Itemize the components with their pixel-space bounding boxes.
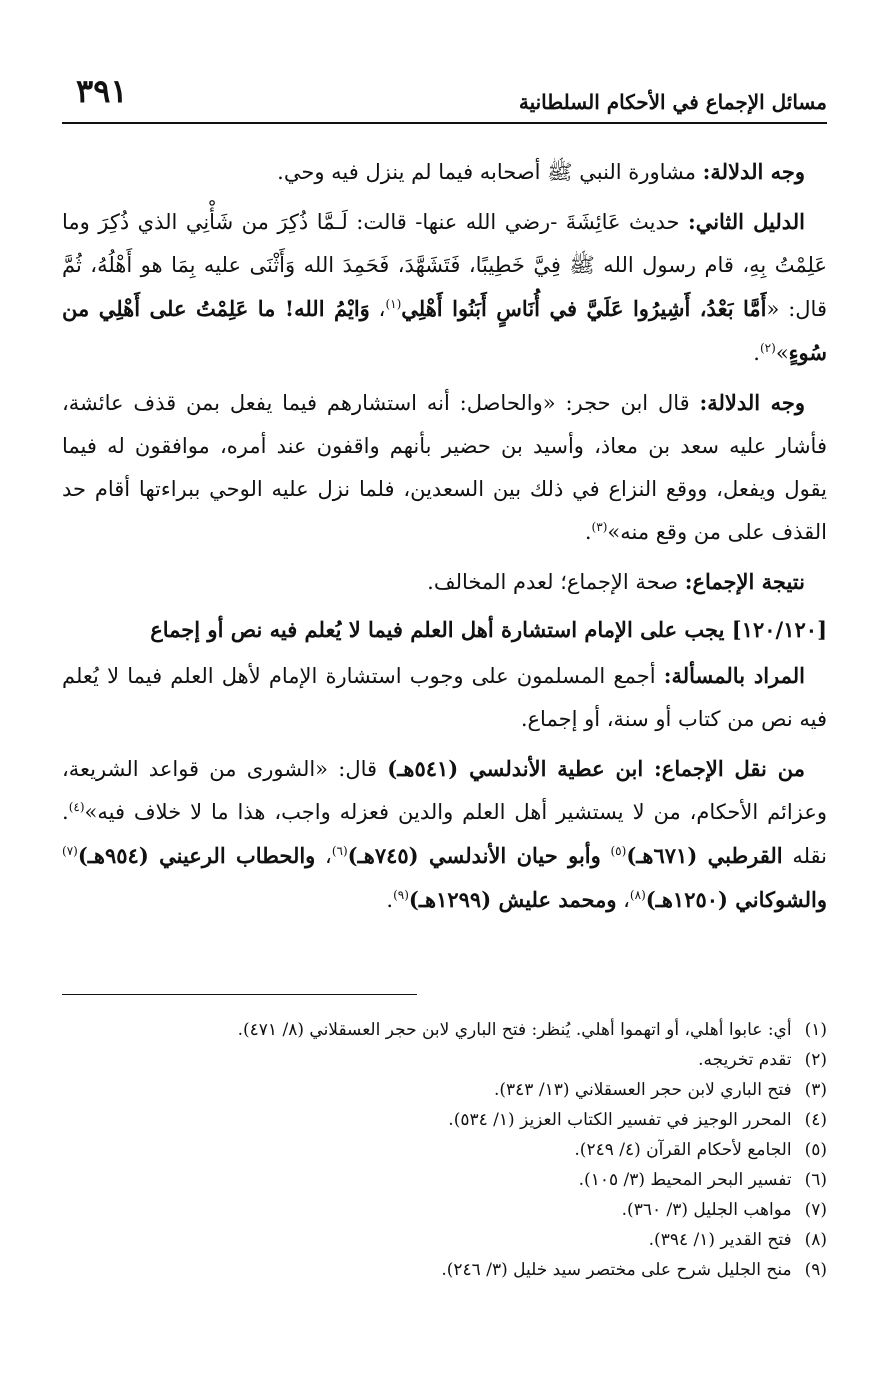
hadith-quote: أَمَّا بَعْدُ، أَشِيرُوا عَلَيَّ في أُنَاسٍ أَبَنُوا أَهْلِي — [401, 296, 767, 321]
paragraph-consensus-result — [62, 560, 827, 604]
footnote-number: (٦) — [804, 1170, 827, 1190]
paragraph-second-evidence — [62, 200, 827, 375]
paragraph-text: قال: «الشورى من قواعد الشريعة، وعزائم الأحكام، من لا يستشير أهل العلم والدين فعزله واجب، هذا ما لا خلاف فيه» — [62, 757, 827, 824]
issue-heading: [١٢٠/١٢٠] يجب على الإمام استشارة أهل العلم فيما لا يُعلم فيه نص أو إجماع — [150, 617, 827, 642]
footnote-number: (٧) — [804, 1200, 827, 1220]
paragraph-text: . — [584, 520, 592, 544]
page-number: ٣٩١ — [76, 72, 128, 110]
footnote-text: أي: عابوا أهلي، أو اتهموا أهلي. يُنظر: فتح الباري لابن حجر العسقلاني (٨/ ٤٧١). — [237, 1020, 792, 1040]
paragraph-text: صحة الإجماع؛ لعدم المخالف. — [427, 570, 685, 594]
page-body — [62, 150, 827, 928]
paragraph-text: . — [753, 341, 760, 365]
paragraph-label: وجه الدلالة: — [699, 390, 805, 415]
paragraph-text: » — [775, 341, 789, 365]
scholar-name: ومحمد عليش (١٢٩٩هـ) — [408, 887, 617, 912]
footnote-ref[interactable]: (٧) — [62, 844, 78, 858]
footnote-number: (٣) — [804, 1080, 827, 1100]
scholar-name: وأبو حيان الأندلسي (٧٤٥هـ) — [347, 843, 601, 868]
footnote-text: منح الجليل شرح على مختصر سيد خليل (٣/ ٢٤٦). — [441, 1260, 792, 1280]
footnote-ref[interactable]: (٨) — [629, 888, 646, 902]
scholar-name: والشوكاني (١٢٥٠هـ) — [645, 887, 827, 912]
paragraph-text: مشاورة النبي ﷺ أصحابه فيما لم ينزل فيه وحي. — [277, 160, 703, 184]
paragraph-label: الدليل الثاني: — [687, 209, 806, 234]
footnote-ref[interactable]: (١) — [385, 297, 402, 311]
paragraph-evidence-meaning-1 — [62, 150, 827, 194]
footnote — [62, 1225, 827, 1255]
footnote-separator — [62, 994, 417, 995]
footnote-number: (١) — [804, 1020, 827, 1040]
footnotes — [62, 1015, 827, 1285]
footnote — [62, 1075, 827, 1105]
footnote — [62, 1015, 827, 1045]
footnote-text: تفسير البحر المحيط (٣/ ١٠٥). — [578, 1170, 792, 1190]
paragraph-label: وجه الدلالة: — [702, 159, 805, 184]
footnote-number: (٢) — [804, 1050, 827, 1070]
footnote-number: (٤) — [804, 1110, 827, 1130]
footnote-ref[interactable]: (٩) — [393, 888, 409, 902]
hadith-quote: وَايْمُ الله! ما عَلِمْتُ على أَهْلِي من سُوءٍ — [62, 296, 827, 365]
header-rule — [62, 122, 827, 124]
scholar-name: القرطبي (٦٧١هـ) — [626, 843, 783, 868]
footnote-ref[interactable]: (٣) — [591, 520, 608, 534]
paragraph-text: ، — [315, 844, 332, 868]
footnote — [62, 1135, 827, 1165]
footnote — [62, 1255, 827, 1285]
paragraph-label: المراد بالمسألة: — [663, 663, 805, 688]
footnote-ref[interactable]: (٥) — [610, 844, 627, 858]
paragraph-text: أجمع المسلمون على وجوب استشارة الإمام لأهل العلم فيما لا يُعلم فيه نص من كتاب أو سنة، أو إجماع. — [62, 664, 827, 731]
paragraph-consensus-transmitters — [62, 747, 827, 922]
running-title: مسائل الإجماع في الأحكام السلطانية — [518, 90, 827, 114]
footnote — [62, 1165, 827, 1195]
footnote — [62, 1045, 827, 1075]
book-page — [62, 70, 827, 1363]
paragraph-text: ، — [616, 888, 630, 912]
footnote-number: (٥) — [804, 1140, 827, 1160]
footnote-text: الجامع لأحكام القرآن (٤/ ٢٤٩). — [574, 1140, 792, 1160]
paragraph-text: قال ابن حجر: «والحاصل: أنه استشارهم فيما يفعل بمن قذف عائشة، فأشار عليه سعد بن معاذ، وأسيد بن حضير بأنهم واقفون عند أمره، موافقون له فيما يقول ويفعل، ووقع النزاع في ذلك بين السعدين، فلما نزل عليه الوحي ببراءتها أقام حد القذف على من وقع منه» — [62, 391, 827, 544]
paragraph-label: من نقل الإجماع: — [654, 756, 806, 781]
paragraph-text: . نقله — [62, 800, 827, 868]
paragraph-evidence-meaning-2 — [62, 381, 827, 554]
footnote-ref[interactable]: (٤) — [68, 800, 85, 814]
paragraph-issue-meaning — [62, 654, 827, 741]
footnote-number: (٨) — [804, 1230, 827, 1250]
footnote-text: فتح الباري لابن حجر العسقلاني (١٣/ ٣٤٣). — [493, 1080, 792, 1100]
footnote-text: فتح القدير (١/ ٣٩٤). — [648, 1230, 792, 1250]
paragraph-text: حديث عَائِشَةَ -رضي الله عنها- قالت: لَـمَّا ذُكِرَ من شَأْنِي الذي ذُكِرَ وما عَلِمْتُ بِهِ، قام رسول الله ﷺ فِيَّ خَطِيبًا، فَتَشَهَّدَ، فَحَمِدَ الله وَأَثْنَى عليه بِمَا هو أَهْلُهُ، ثُمَّ قال: « — [62, 210, 827, 321]
footnote — [62, 1105, 827, 1135]
footnote-ref[interactable]: (٦) — [331, 844, 348, 858]
paragraph-text: ، — [369, 297, 386, 321]
paragraph-label: نتيجة الإجماع: — [684, 569, 805, 594]
footnote-ref[interactable]: (٢) — [759, 341, 776, 355]
footnote-number: (٩) — [804, 1260, 827, 1280]
footnote — [62, 1195, 827, 1225]
paragraph-text: . — [386, 888, 394, 912]
scholar-name: ابن عطية الأندلسي (٥٤١هـ) — [387, 756, 655, 781]
footnote-text: تقدم تخريجه. — [698, 1050, 792, 1070]
footnote-text: مواهب الجليل (٣/ ٣٦٠). — [621, 1200, 792, 1220]
scholar-name: والحطاب الرعيني (٩٥٤هـ) — [77, 843, 316, 868]
footnote-text: المحرر الوجيز في تفسير الكتاب العزيز (١/ ٥٣٤). — [448, 1110, 792, 1130]
page-header — [62, 70, 827, 120]
